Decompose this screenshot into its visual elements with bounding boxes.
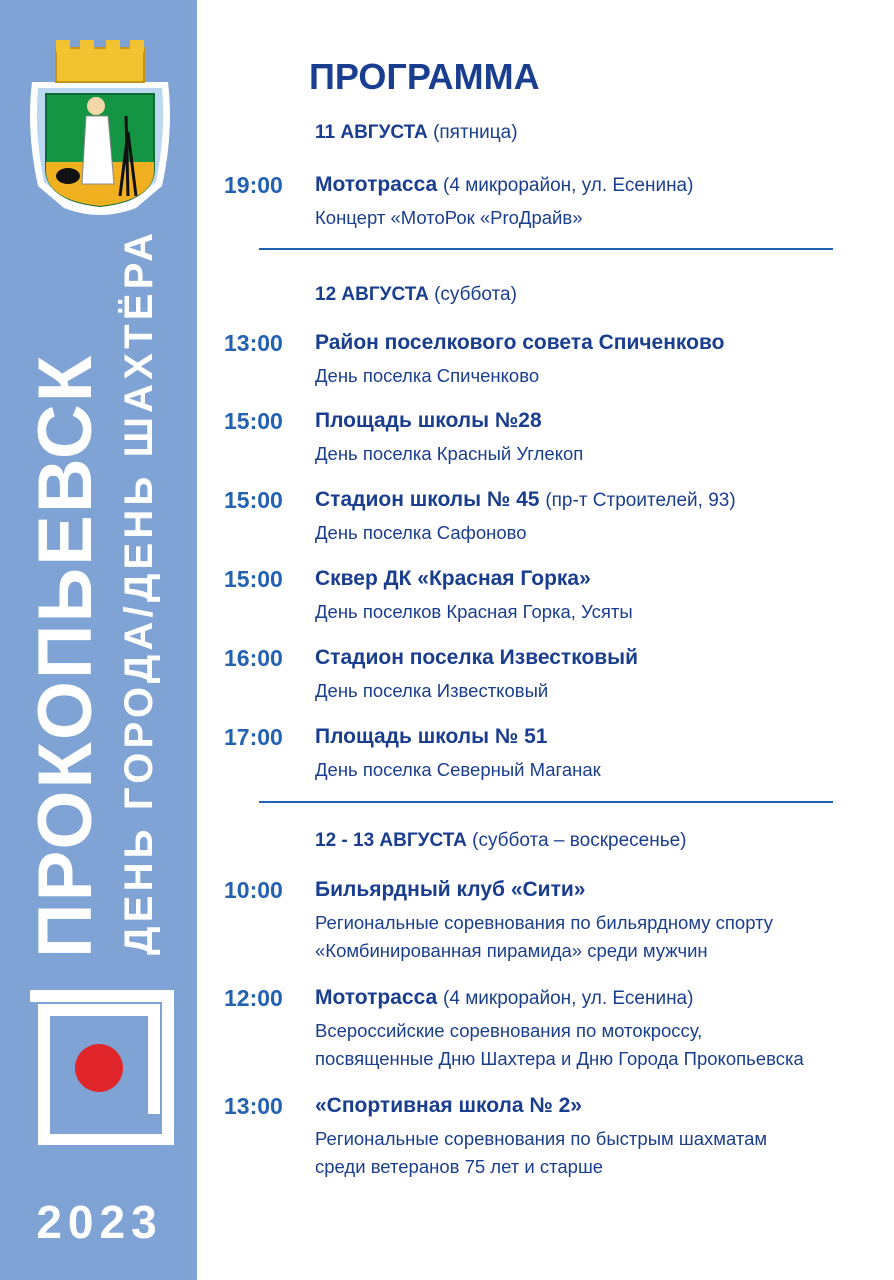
section-divider — [259, 248, 833, 250]
event-description: Всероссийские соревнования по мотокроссу, посвященные Дню Шахтера и Дню Города Прокопьевска — [315, 1020, 804, 1069]
city-logo-icon — [24, 990, 174, 1145]
day-weekday: (суббота – воскресенье) — [472, 830, 687, 851]
event-time: 15:00 — [224, 408, 283, 434]
event-time: 13:00 — [224, 1093, 283, 1119]
page-title: ПРОГРАММА — [309, 56, 540, 97]
event-description: День поселков Красная Горка, Усяты — [315, 601, 633, 622]
event-place: Бильярдный клуб «Сити» — [315, 878, 586, 901]
day-header-3 — [315, 830, 687, 852]
event-place-note: (4 микрорайон, ул. Есенина) — [443, 988, 694, 1009]
event-place: Сквер ДК «Красная Горка» — [315, 567, 591, 590]
event-time: 13:00 — [224, 330, 283, 356]
event-time: 19:00 — [224, 172, 283, 198]
section-divider — [259, 801, 833, 803]
event-place: Площадь школы № 51 — [315, 725, 548, 748]
day-header-1 — [315, 122, 518, 144]
day-weekday: (суббота) — [434, 284, 517, 305]
event-time: 15:00 — [224, 487, 283, 513]
event-time: 12:00 — [224, 985, 283, 1011]
year-label: 2023 — [36, 1196, 163, 1248]
event-description: Региональные соревнования по бильярдному спорту «Комбинированная пирамида» среди мужчин — [315, 912, 774, 961]
event-description: Региональные соревнования по быстрым шахматам среди ветеранов 75 лет и старше — [315, 1128, 768, 1177]
event-time: 15:00 — [224, 566, 283, 592]
day-date: 11 АВГУСТА — [315, 122, 428, 143]
day-header-2 — [315, 284, 517, 306]
event-time: 17:00 — [224, 724, 283, 750]
event-place: Стадион поселка Известковый — [315, 646, 639, 669]
event-time: 16:00 — [224, 645, 283, 671]
program-content — [197, 0, 894, 1280]
event-description: День поселка Известковый — [315, 680, 549, 701]
event-description: День поселка Спиченково — [315, 365, 540, 386]
event-description: День поселка Сафоново — [315, 522, 527, 543]
day-date: 12 АВГУСТА — [315, 284, 429, 305]
day-weekday: (пятница) — [433, 122, 518, 143]
sidebar-banner — [0, 0, 197, 1280]
event-place: Мототрасса (4 микрорайон, ул. Есенина) — [315, 173, 694, 196]
city-name: ПРОКОПЬЕВСК — [23, 353, 108, 958]
event-place-note: (пр-т Строителей, 93) — [545, 490, 736, 511]
event-place: Стадион школы № 45 (пр-т Строителей, 93) — [315, 488, 736, 511]
event-place: Площадь школы №28 — [315, 409, 542, 432]
event-place: Район поселкового совета Спиченково — [315, 331, 725, 354]
event-description: День поселка Красный Углекоп — [315, 443, 584, 464]
coat-of-arms-icon — [24, 36, 176, 222]
event-place-note: (4 микрорайон, ул. Есенина) — [443, 175, 694, 196]
event-time: 10:00 — [224, 877, 283, 903]
event-place: «Спортивная школа № 2» — [315, 1094, 582, 1117]
event-description: День поселка Северный Маганак — [315, 759, 601, 780]
event-description: Концерт «МотоРок «ProДрайв» — [315, 207, 583, 228]
event-place: Мототрасса (4 микрорайон, ул. Есенина) — [315, 986, 694, 1009]
day-date: 12 - 13 АВГУСТА — [315, 830, 467, 851]
event-subtitle: ДЕНЬ ГОРОДА/ДЕНЬ ШАХТЁРА — [117, 228, 161, 955]
